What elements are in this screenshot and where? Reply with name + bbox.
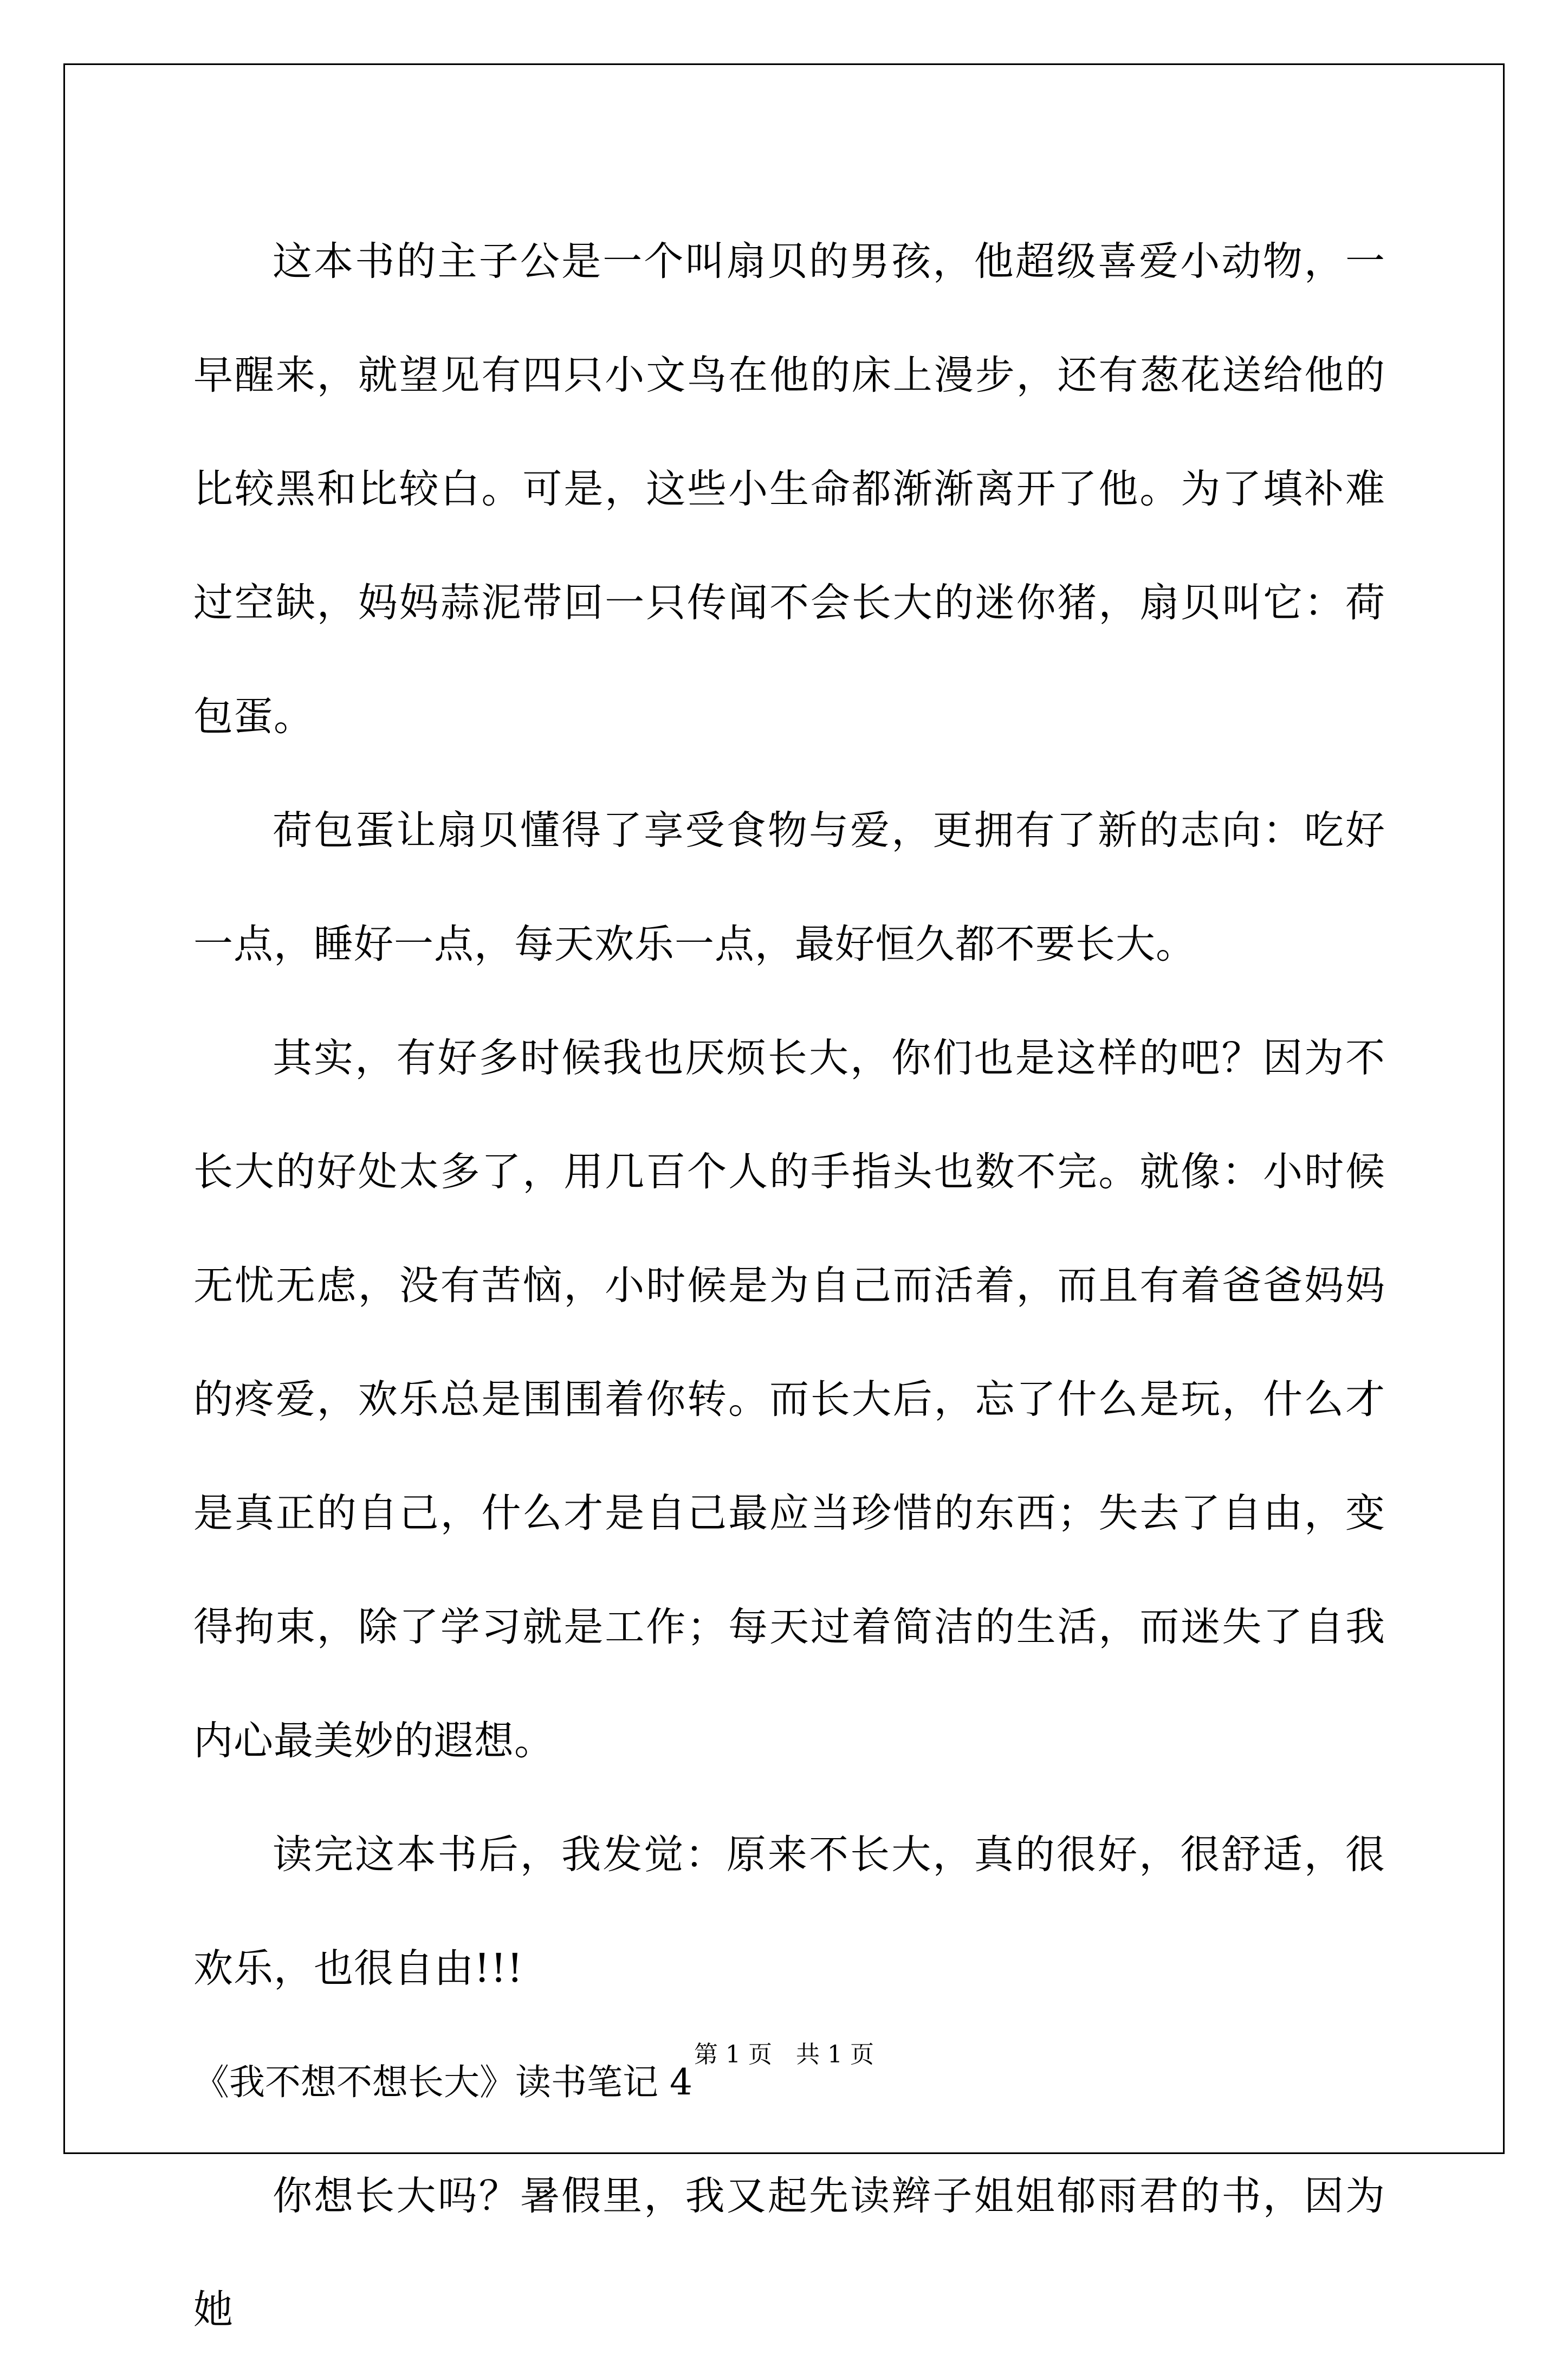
page-footer: 第 1 页 共 1 页: [694, 2041, 874, 2068]
paragraph-3: 其实，有好多时候我也厌烦长大，你们也是这样的吧？因为不长大的好处太多了，用几百个人的手指头也数不完。就像：小时候无忧无虑，没有苦恼，小时候是为自己而活着，而且有着爸爸妈妈的疼爱，欢乐总是围围着你转。而长大后，忘了什么是玩，什么才是真正的自己，什么才是自己最应当珍惜的东西；失去了自由，变得拘束，除了学习就是工作；每天过着简洁的生活，而迷失了自我内心最美妙的遐想。: [193, 1035, 1385, 1764]
paragraph-1: 这本书的主子公是一个叫扇贝的男孩，他超级喜爱小动物，一早醒来，就望见有四只小文鸟在他的床上漫步，还有葱花送给他的比较黑和比较白。可是，这些小生命都渐渐离开了他。为了填补难过空缺，妈妈蒜泥带回一只传闻不会长大的迷你猪，扇贝叫它：荷包蛋。: [193, 238, 1385, 740]
paragraph-5: 你想长大吗？暑假里，我又起先读辫子姐姐郁雨君的书，因为她: [193, 2173, 1385, 2333]
paragraph-2: 荷包蛋让扇贝懂得了享受食物与爱，更拥有了新的志向：吃好一点，睡好一点，每天欢乐一点，最好恒久都不要长大。: [193, 807, 1385, 967]
section-heading: 《我不想不想长大》读书笔记 4: [193, 2061, 692, 2103]
paragraph-4: 读完这本书后，我发觉：原来不长大，真的很好，很舒适，很欢乐，也很自由!!!: [193, 1832, 1385, 1991]
